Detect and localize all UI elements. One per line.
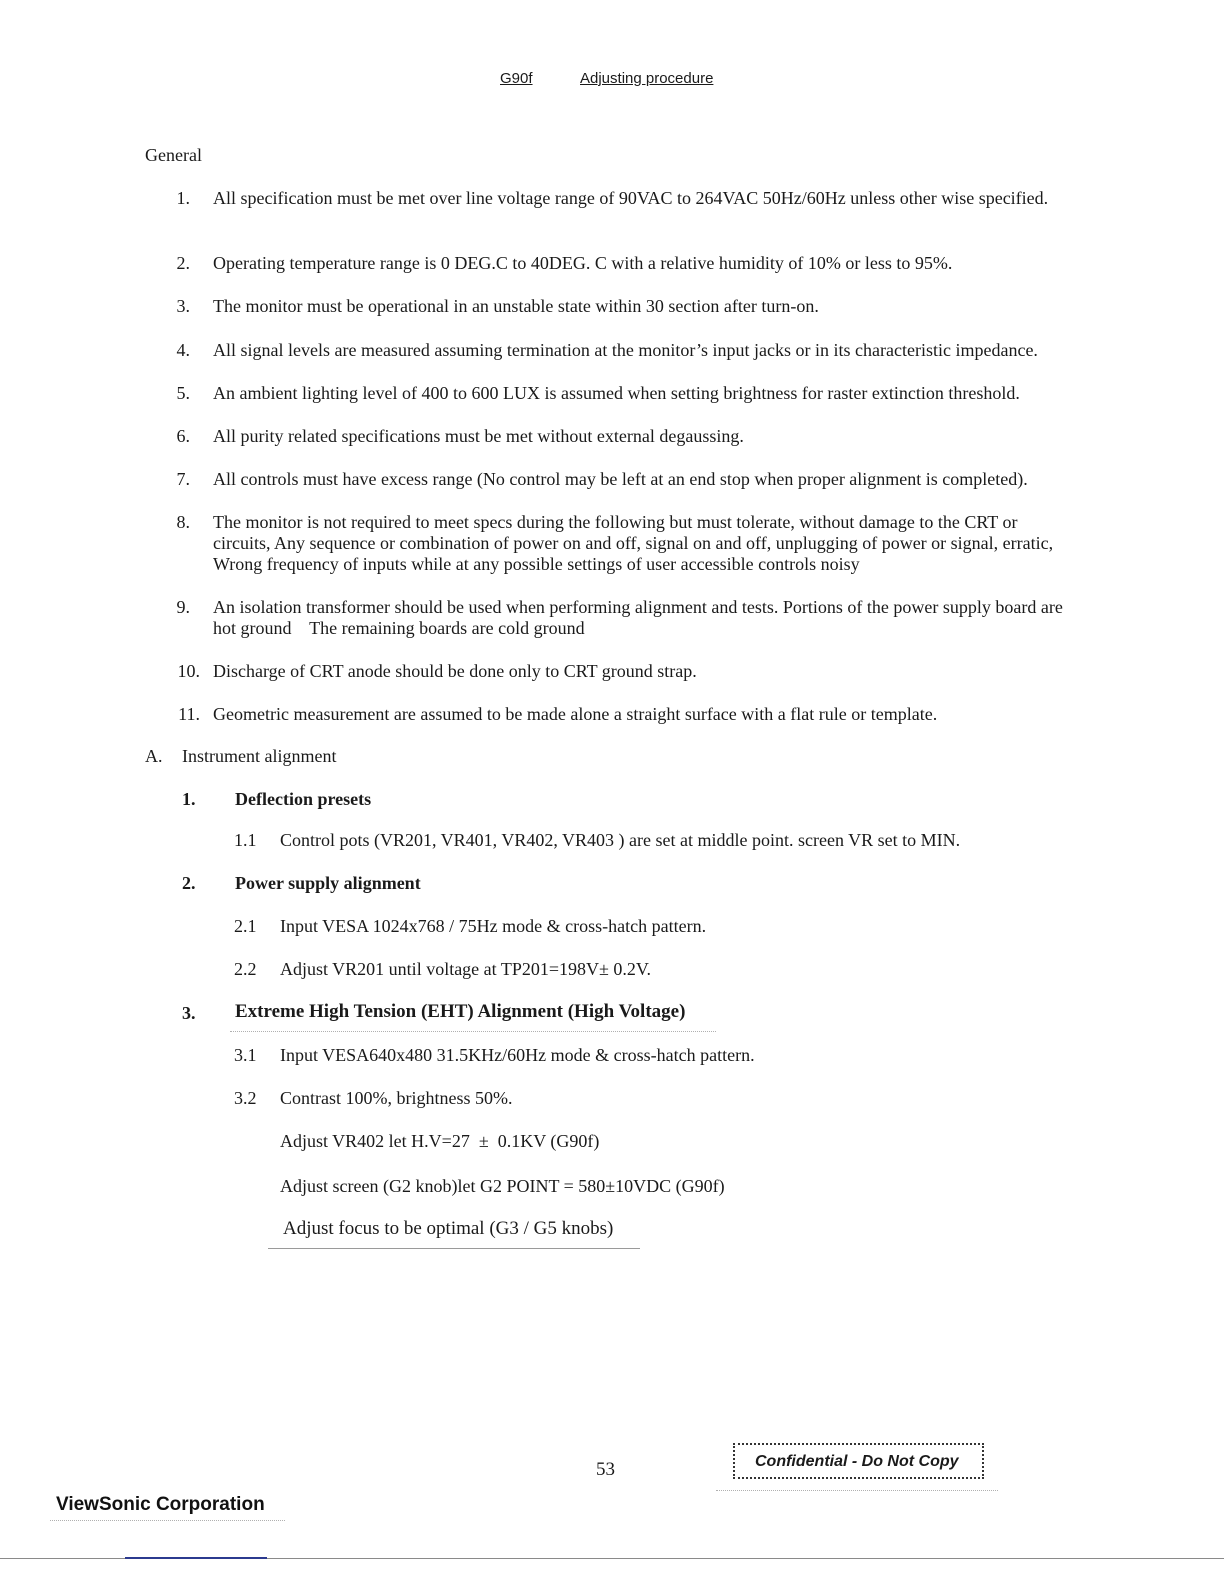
divider — [230, 1031, 716, 1032]
adjust-note: Adjust VR402 let H.V=27 ± 0.1KV (G90f) — [280, 1131, 600, 1151]
general-item-text: All specification must be met over line voltage range of 90VAC to 264VAC 50Hz/60Hz unless other wise specified. — [213, 188, 1049, 208]
subsection-title: Power supply alignment — [235, 873, 421, 893]
general-item-text: Operating temperature range is 0 DEG.C to 40DEG. C with a relative humidity of 10% or less to 95%. — [213, 253, 953, 273]
bottom-accent — [125, 1557, 267, 1559]
adjust-note: Adjust focus to be optimal (G3 / G5 knobs) — [283, 1218, 614, 1239]
general-item-num: 6. — [176, 426, 190, 446]
divider — [268, 1248, 640, 1249]
header-model: G90f — [500, 70, 533, 87]
general-item-num: 5. — [176, 383, 190, 403]
step-text: Contrast 100%, brightness 50%. — [280, 1088, 513, 1108]
general-item-num: 4. — [176, 340, 190, 360]
general-item-text: All controls must have excess range (No control may be left at an end stop when proper alignment is completed). — [213, 469, 1028, 489]
general-item-num: 1. — [176, 188, 190, 208]
step-text: Input VESA 1024x768 / 75Hz mode & cross-hatch pattern. — [280, 916, 707, 936]
step-num: 2.1 — [234, 916, 257, 936]
general-item-num: 11. — [178, 704, 200, 724]
general-item-text: Geometric measurement are assumed to be made alone a straight surface with a flat rule or template. — [213, 704, 938, 724]
company-name: ViewSonic Corporation — [56, 1494, 265, 1515]
general-item-num: 9. — [176, 597, 190, 617]
general-item-text: The monitor is not required to meet specs during the following but must tolerate, without damage to the CRT or circuits, Any sequence or combination of power on and off, signal on and off, unplugging of power or signal, erratic, Wrong frequency of inputs while at any possible settings of user accessible controls noisy — [213, 512, 1054, 574]
general-item-text: An ambient lighting level of 400 to 600 LUX is assumed when setting brightness for raster extinction threshold. — [213, 383, 1020, 403]
general-item-text: An isolation transformer should be used when performing alignment and tests. Portions of the power supply board are hot ground The remaining boards are cold ground — [213, 597, 1068, 638]
subsection-title: Deflection presets — [235, 789, 372, 809]
general-item-num: 8. — [176, 512, 190, 532]
adjust-note: Adjust screen (G2 knob)let G2 POINT = 580±10VDC (G90f) — [280, 1176, 725, 1196]
step-num: 2.2 — [234, 959, 257, 979]
section-title: Instrument alignment — [182, 746, 337, 766]
subsection-num: 2. — [182, 873, 196, 893]
confidential-stamp — [733, 1443, 984, 1479]
general-heading: General — [145, 145, 202, 165]
general-item-text: Discharge of CRT anode should be done only to CRT ground strap. — [213, 661, 697, 681]
step-num: 3.2 — [234, 1088, 257, 1108]
page-number: 53 — [596, 1459, 615, 1480]
step-text: Input VESA640x480 31.5KHz/60Hz mode & cross-hatch pattern. — [280, 1045, 755, 1065]
general-item-num: 10. — [177, 661, 200, 681]
confidential-text: Confidential - Do Not Copy — [755, 1453, 959, 1470]
general-item-num: 2. — [176, 253, 190, 273]
subsection-num: 1. — [182, 789, 196, 809]
step-num: 3.1 — [234, 1045, 257, 1065]
subsection-num: 3. — [182, 1003, 196, 1023]
general-item-num: 7. — [176, 469, 190, 489]
subsection-title: Extreme High Tension (EHT) Alignment (High Voltage) — [235, 1001, 686, 1022]
divider — [50, 1520, 285, 1521]
general-item-text: All signal levels are measured assuming termination at the monitor’s input jacks or in its characteristic impedance. — [213, 340, 1038, 360]
divider — [716, 1490, 998, 1491]
step-text: Adjust VR201 until voltage at TP201=198V± 0.2V. — [280, 959, 652, 979]
step-num: 1.1 — [234, 830, 257, 850]
general-item-num: 3. — [176, 296, 190, 316]
section-letter: A. — [145, 746, 163, 766]
general-item-text: All purity related specifications must be met without external degaussing. — [213, 426, 744, 446]
step-text: Control pots (VR201, VR401, VR402, VR403 ) are set at middle point. screen VR set to MIN. — [280, 830, 961, 850]
header-title: Adjusting procedure — [580, 70, 714, 87]
general-item-text: The monitor must be operational in an unstable state within 30 section after turn-on. — [213, 296, 819, 316]
